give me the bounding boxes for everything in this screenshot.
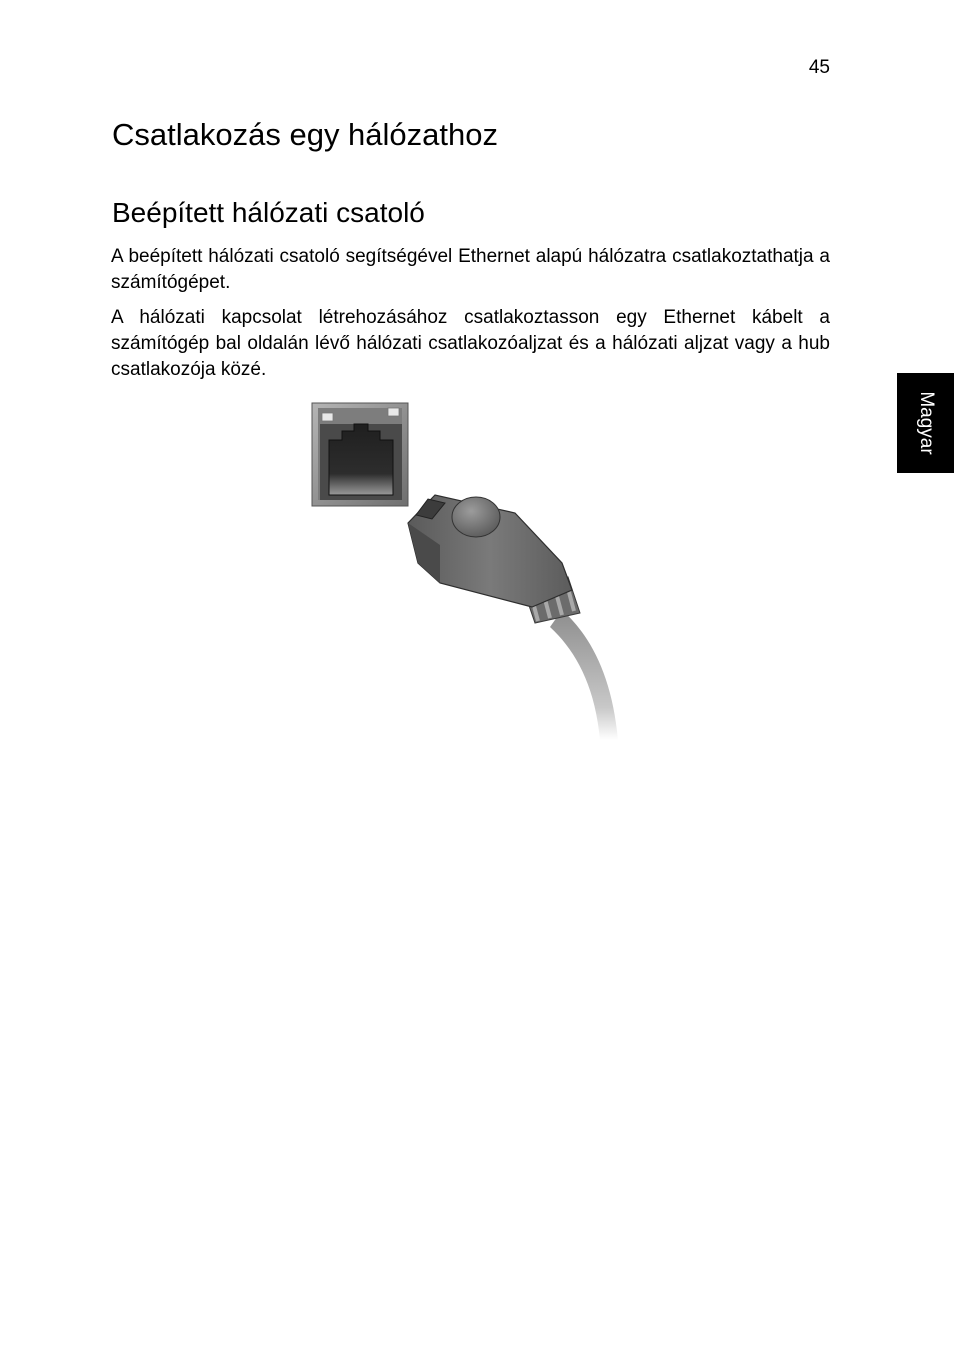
ethernet-port-and-cable-icon	[300, 395, 640, 740]
ethernet-cable	[550, 610, 618, 740]
ethernet-port	[312, 403, 408, 506]
plug-latch	[452, 497, 500, 537]
side-tab-label: Magyar	[915, 391, 937, 455]
language-side-tab	[897, 373, 954, 473]
paragraph-intro: A beépített hálózati csatoló segítségével Ethernet alapú hálózatra csatlakoztathatja a számítógépet.	[111, 246, 830, 293]
chapter-title: Csatlakozás egy hálózathoz	[112, 117, 499, 152]
section-title: Beépített hálózati csatoló	[112, 197, 425, 228]
paragraph-instructions: A hálózati kapcsolat létrehozásához csatlakoztasson egy Ethernet kábelt a számítógép bal oldalán lévő hálózati csatlakozóaljzat és a hálózati aljzat vagy a hub csatlakozója közé.	[111, 307, 830, 380]
page-number: 45	[808, 57, 830, 78]
ethernet-plug	[408, 495, 572, 607]
